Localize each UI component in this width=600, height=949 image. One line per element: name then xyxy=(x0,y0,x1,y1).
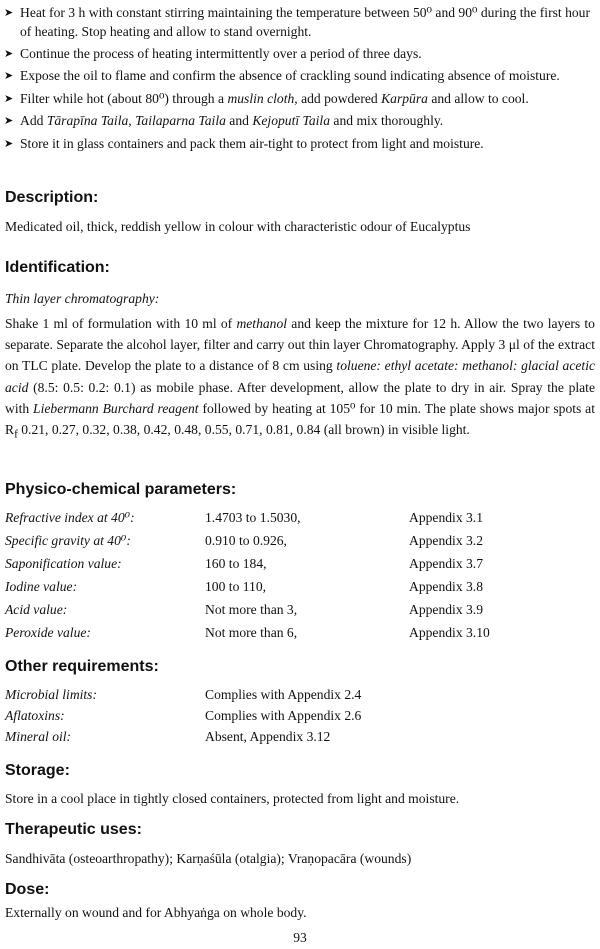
list-item xyxy=(4,44,596,64)
therapeutic-uses-heading: Therapeutic uses: xyxy=(5,821,142,838)
requirement-name: Aflatoxins: xyxy=(5,708,65,723)
parameter-ref: Appendix 3.9 xyxy=(409,602,484,617)
parameter-name: Peroxide value: xyxy=(5,625,91,640)
arrow-bullet-icon: ➤ xyxy=(4,70,14,82)
description-heading: Description: xyxy=(5,189,99,206)
arrow-bullet-icon: ➤ xyxy=(4,92,14,105)
requirement-name: Mineral oil: xyxy=(5,729,72,744)
parameter-name: Acid value: xyxy=(5,602,68,617)
step-text: Store it in glass containers and pack them air-tight to protect from light and moisture. xyxy=(20,135,484,151)
step-text: Filter while hot (about 80⁰) through a muslin cloth, add powdered Karpūra and allow to cool. xyxy=(20,90,529,106)
physico-chemical-heading: Physico-chemical parameters: xyxy=(5,481,237,498)
parameter-ref: Appendix 3.8 xyxy=(409,579,484,594)
therapeutic-uses-text: Sandhivāta (osteoarthropathy); Karṇaśūla (otalgia); Vraṇopacāra (wounds) xyxy=(5,851,412,866)
list-item xyxy=(4,134,596,154)
step-text: Expose the oil to flame and confirm the absence of crackling sound indicating absence of moisture. xyxy=(20,68,560,83)
requirement-value: Absent, Appendix 3.12 xyxy=(205,729,331,744)
arrow-bullet-icon: ➤ xyxy=(4,137,14,150)
parameter-name: Refractive index at 40⁰: xyxy=(5,510,135,525)
step-text: Add Tārapīna Taila, Tailaparna Taila and Kejoputī Taila and mix thoroughly. xyxy=(20,113,444,128)
dose-heading: Dose: xyxy=(5,881,50,898)
step-text: Continue the process of heating intermittently over a period of three days. xyxy=(20,45,422,61)
requirement-value: Complies with Appendix 2.4 xyxy=(205,687,362,702)
arrow-bullet-icon: ➤ xyxy=(4,47,14,60)
method-steps-list xyxy=(4,3,596,156)
dose-text: Externally on wound and for Abhyaṅga on whole body. xyxy=(5,905,307,920)
requirement-name: Microbial limits: xyxy=(5,687,98,702)
storage-heading: Storage: xyxy=(5,762,70,779)
parameter-ref: Appendix 3.7 xyxy=(409,556,484,571)
list-item xyxy=(4,3,596,41)
list-item xyxy=(4,89,596,109)
parameter-name: Specific gravity at 40⁰: xyxy=(5,533,131,548)
storage-text: Store in a cool place in tightly closed containers, protected from light and moisture. xyxy=(5,791,460,806)
parameter-ref: Appendix 3.2 xyxy=(409,533,484,548)
parameter-value: 0.910 to 0.926, xyxy=(205,533,287,548)
page-number: 93 xyxy=(293,930,307,945)
description-text: Medicated oil, thick, reddish yellow in colour with characteristic odour of Eucalyptus xyxy=(5,219,471,234)
parameter-ref: Appendix 3.10 xyxy=(409,625,490,640)
identification-text: Shake 1 ml of formulation with 10 ml of methanol and keep the mixture for 12 h. Allow the two layers to separate. Separate the alcohol layer, filter and carry out thin layer Chromatography. Apply 3 μl of the extract on TLC plate. Develop the plate to a distance of 8 cm using toluene: ethyl acetate: methanol: glacial acetic acid (8.5: 0.5: 0.2: 0.1) as mobile phase. After development, allow the plate to dry in air. Spray the plate with Liebermann Burchard reagent followed by heating at 105⁰ for 10 min. The plate shows major spots at $R_f$ 0.21, 0.27, 0.32, 0.38, 0.42, 0.48, 0.55, 0.71, 0.81, 0.84 (all brown) in visible light. xyxy=(5,316,596,441)
parameter-value: Not more than 3, xyxy=(205,602,298,617)
list-item xyxy=(4,111,596,131)
other-requirements-heading: Other requirements: xyxy=(5,658,159,675)
parameter-value: Not more than 6, xyxy=(205,625,298,640)
parameter-ref: Appendix 3.1 xyxy=(409,510,484,525)
parameter-value: 100 to 110, xyxy=(205,579,267,594)
identification-heading: Identification: xyxy=(5,259,110,276)
arrow-bullet-icon: ➤ xyxy=(4,7,14,19)
step-text: Heat for 3 h with constant stirring maintaining the temperature between 50⁰ and 90⁰ during the first hour of heating. Stop heating and allow to stand overnight. xyxy=(20,5,590,39)
parameter-name: Saponification value: xyxy=(5,556,122,571)
list-item xyxy=(4,66,596,86)
parameter-value: 160 to 184, xyxy=(205,556,267,571)
parameter-value: 1.4703 to 1.5030, xyxy=(205,510,301,525)
arrow-bullet-icon: ➤ xyxy=(4,115,14,127)
identification-subheading: Thin layer chromatography: xyxy=(5,291,160,306)
requirement-value: Complies with Appendix 2.6 xyxy=(205,708,362,723)
parameter-name: Iodine value: xyxy=(5,579,78,594)
